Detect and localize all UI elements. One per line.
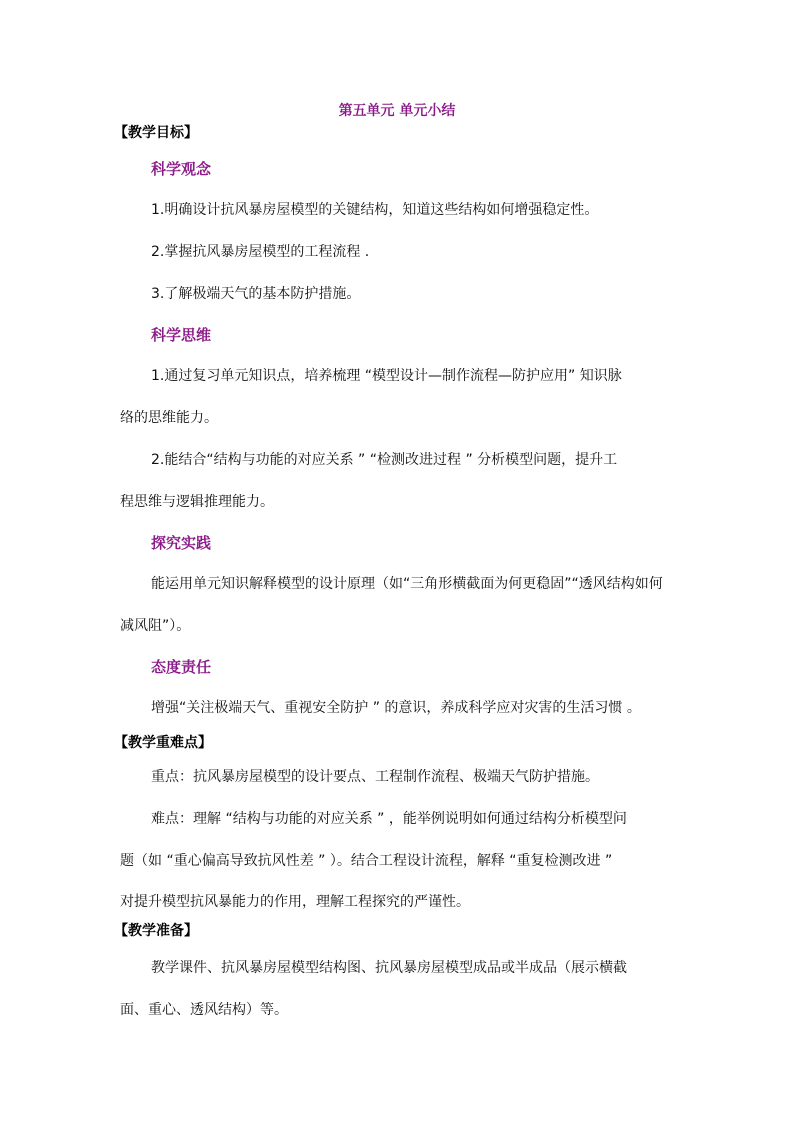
practice-line-1: 能运用单元知识解释模型的设计原理（如“三角形横截面为何更稳固”“透风结构如何 (151, 576, 663, 592)
practice-heading: 探究实践 (151, 534, 212, 552)
preparation-line-1: 教学课件、抗风暴房屋模型结构图、抗风暴房屋模型成品或半成品（展示横截 (151, 960, 627, 976)
difficult-line-3: 对提升模型抗风暴能力的作用，理解工程探究的严谨性。 (120, 894, 470, 910)
thinking-item-2-line-1: 2.能结合“结构与功能的对应关系 ” “检测改进过程 ” 分析模型问题，提升工 (151, 452, 618, 468)
thinking-item-2-line-2: 程思维与逻辑推理能力。 (120, 494, 274, 510)
page-title: 第五单元 单元小结 (338, 103, 456, 119)
key-points-heading: 【教学重难点】 (114, 735, 212, 751)
difficult-line-2: 题（如 “重心偏高导致抗风性差 ” ）。结合工程设计流程，解释 “重复检测改进 ” (120, 853, 613, 869)
concepts-item-2: 2.掌握抗风暴房屋模型的工程流程 . (151, 244, 370, 260)
key-point-text: 重点：抗风暴房屋模型的设计要点、工程制作流程、极端天气防护措施。 (151, 769, 599, 785)
attitude-heading: 态度责任 (151, 658, 212, 676)
thinking-heading: 科学思维 (151, 326, 212, 344)
thinking-item-1-line-2: 络的思维能力。 (120, 410, 218, 426)
concepts-item-1: 1.明确设计抗风暴房屋模型的关键结构，知道这些结构如何增强稳定性。 (151, 202, 599, 218)
concepts-item-3: 3.了解极端天气的基本防护措施。 (151, 286, 361, 302)
attitude-line-1: 增强“关注极端天气、重视安全防护 ” 的意识，养成科学应对灾害的生活习惯 。 (151, 700, 641, 716)
thinking-item-1-line-1: 1.通过复习单元知识点，培养梳理 “模型设计—制作流程—防护应用” 知识脉 (151, 368, 622, 384)
preparation-line-2: 面、重心、透风结构）等。 (120, 1002, 288, 1018)
objectives-heading: 【教学目标】 (114, 125, 198, 141)
concepts-heading: 科学观念 (151, 160, 212, 178)
difficult-line-1: 难点：理解 “结构与功能的对应关系 ” ，能举例说明如何通过结构分析模型问 (151, 811, 627, 827)
preparation-heading: 【教学准备】 (114, 923, 198, 939)
practice-line-2: 减风阻”）。 (120, 618, 191, 634)
